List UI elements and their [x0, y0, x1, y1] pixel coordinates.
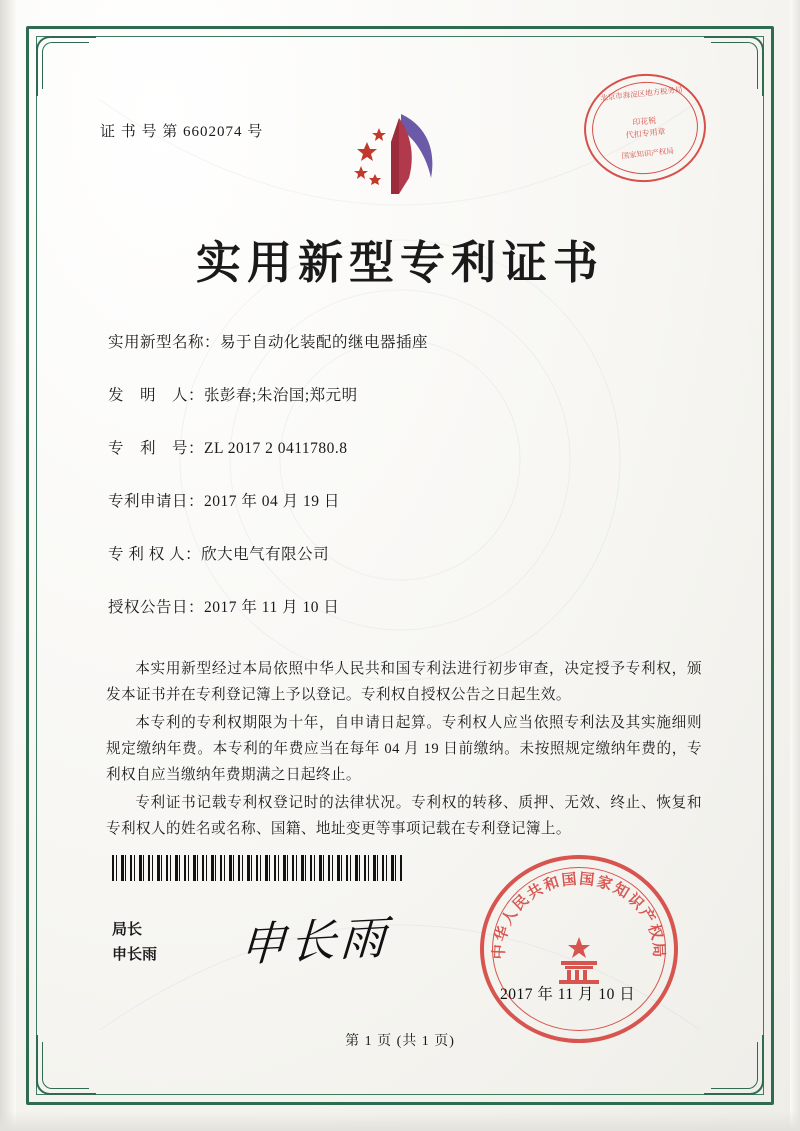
tax-stamp-line3: 代扣专用章 [625, 126, 666, 141]
handwritten-signature: 申长雨 [238, 911, 392, 972]
field-value: 2017 年 04 月 19 日 [204, 493, 340, 510]
field-row [108, 330, 710, 352]
signer-title: 局长 [112, 922, 143, 938]
field-value: ZL 2017 2 0411780.8 [204, 440, 348, 457]
field-label: 发 明 人： [108, 387, 205, 404]
signer-name: 申长雨 [112, 947, 158, 963]
paragraph: 专利证书记载专利权登记时的法律状况。专利权的转移、质押、无效、终止、恢复和专利权人的姓名或名称、国籍、地址变更等事项记载在专利登记簿上。 [106, 795, 702, 837]
page-footer: 第 1 页 (共 1 页) [345, 1034, 455, 1049]
paragraph: 本实用新型经过本局依照中华人民共和国专利法进行初步审查，决定授予专利权，颁发本证书并在专利登记簿上予以登记。专利权自授权公告之日起生效。 [106, 661, 702, 703]
field-value: 欣大电气有限公司 [201, 546, 330, 563]
paper-edge-right [790, 0, 800, 1131]
barcode-image [112, 855, 402, 881]
certificate-number: 证 书 号 第 6602074 号 [100, 124, 264, 140]
field-value: 易于自动化装配的继电器插座 [220, 334, 429, 351]
field-row [108, 383, 710, 405]
field-list [108, 330, 710, 648]
field-label: 专 利 号： [108, 440, 205, 457]
tax-stamp-line1: 北京市海淀区地方税务局 [599, 84, 683, 103]
field-label: 专利申请日： [108, 493, 205, 510]
paragraph: 本专利的专利权期限为十年，自申请日起算。专利权人应当依照专利法及其实施细则规定缴纳年费。本专利的年费应当在每年 04 月 19 日前缴纳。未按照规定缴纳年费的，专利权自应当缴纳年费期满之日起终止。 [106, 715, 702, 783]
field-row [108, 436, 710, 458]
field-label: 实用新型名称： [108, 334, 221, 351]
field-row [108, 489, 710, 511]
page-title: 实用新型专利证书 [195, 238, 604, 288]
official-seal [480, 855, 678, 1043]
seal-date: 2017 年 11 月 10 日 [500, 986, 636, 1003]
seal-text: 中华人民共和国国家知识产权局 [491, 871, 667, 960]
field-label: 授权公告日： [108, 599, 205, 616]
field-row [108, 595, 710, 617]
signer-block [112, 918, 157, 968]
field-value: 张彭春;朱治国;郑元明 [204, 387, 358, 404]
tax-stamp-line2: 印花税 [631, 115, 657, 128]
field-row [108, 542, 710, 564]
national-emblem-icon [545, 935, 613, 985]
corner-ornament-top-left [30, 30, 104, 104]
tax-stamp-line4: 国家知识产权局 [621, 146, 675, 161]
field-value: 2017 年 11 月 10 日 [204, 599, 340, 616]
paper-edge-bottom [0, 1111, 800, 1131]
patent-office-logo-icon [345, 108, 455, 200]
paper-edge-left [0, 0, 16, 1131]
corner-ornament-top-right [696, 30, 770, 104]
field-label: 专 利 权 人： [108, 546, 202, 563]
body-text [106, 656, 702, 844]
